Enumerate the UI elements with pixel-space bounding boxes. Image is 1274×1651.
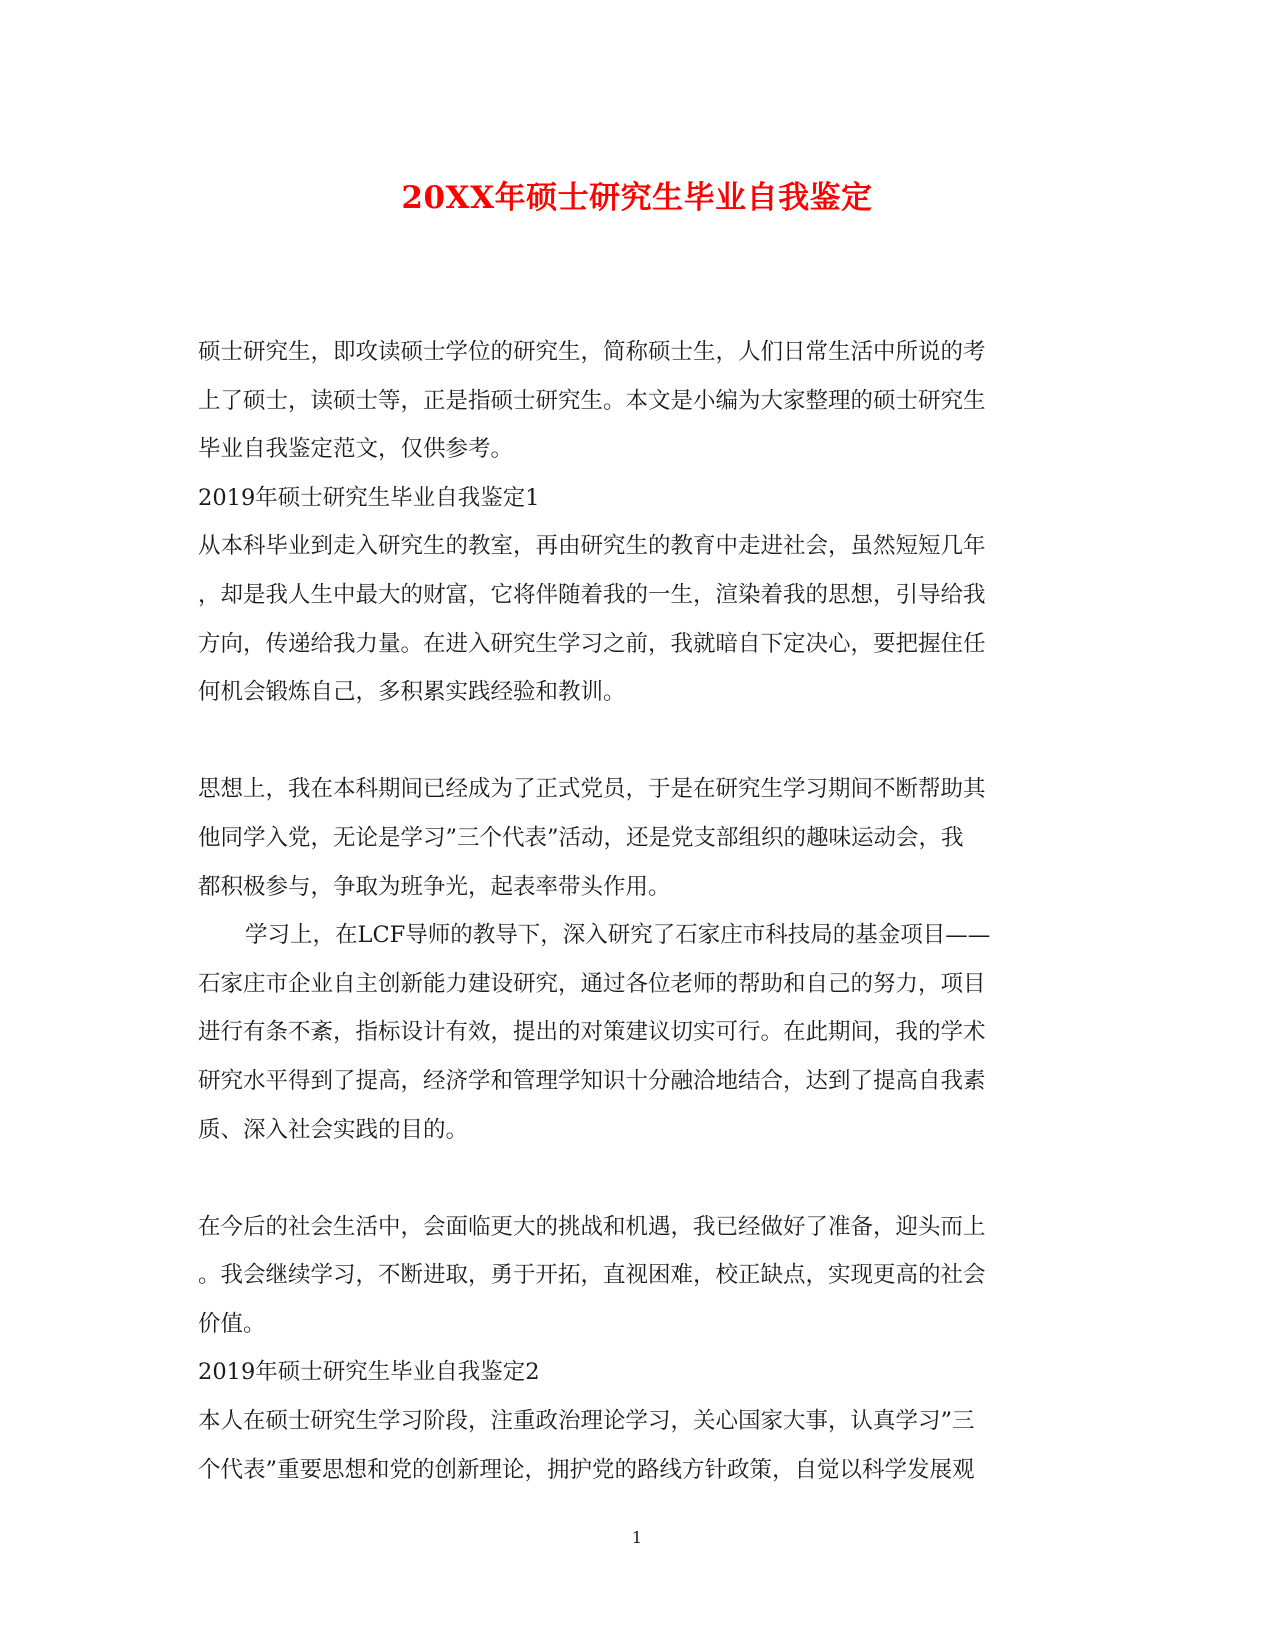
paragraph-3-line-1: 学习上，在LCF导师的教导下，深入研究了石家庄市科技局的基金项目—— [245, 922, 991, 949]
section-heading-2: 2019年硕士研究生毕业自我鉴定2 [198, 1359, 540, 1386]
paragraph-1-line-1: 从本科毕业到走入研究生的教室，再由研究生的教育中走进社会，虽然短短几年 [198, 533, 986, 560]
page-number: 1 [631, 1528, 643, 1547]
paragraph-spacer [198, 717, 1078, 766]
paragraph-5-line-2: 个代表”重要思想和党的创新理论，拥护党的路线方针政策，自觉以科学发展观 [198, 1456, 975, 1483]
paragraph-4-line-3: 价值。 [198, 1310, 266, 1337]
paragraph-3-line-2: 石家庄市企业自主创新能力建设研究，通过各位老师的帮助和自己的努力，项目 [198, 970, 986, 997]
paragraph-3-line-4: 研究水平得到了提高，经济学和管理学知识十分融洽地结合，达到了提高自我素 [198, 1067, 986, 1094]
paragraph-1-line-3: 方向，传递给我力量。在进入研究生学习之前，我就暗自下定决心，要把握住任 [198, 630, 986, 657]
document-body [198, 328, 1078, 1494]
paragraph-3-line-3: 进行有条不紊，指标设计有效，提出的对策建议切实可行。在此期间，我的学术 [198, 1019, 986, 1046]
document-title: 20XX年硕士研究生毕业自我鉴定 [401, 180, 873, 216]
paragraph-2-line-3: 都积极参与，争取为班争光，起表率带头作用。 [198, 873, 671, 900]
intro-line-1: 硕士研究生，即攻读硕士学位的研究生，简称硕士生，人们日常生活中所说的考 [198, 339, 986, 365]
paragraph-1-line-4: 何机会锻炼自己，多积累实践经验和教训。 [198, 679, 626, 706]
paragraph-2-line-2: 他同学入党，无论是学习”三个代表”活动，还是党支部组织的趣味运动会，我 [198, 824, 964, 851]
intro-line-2: 上了硕士，读硕士等，正是指硕士研究生。本文是小编为大家整理的硕士研究生 [198, 387, 986, 414]
paragraph-3-line-5: 质、深入社会实践的目的。 [198, 1116, 469, 1143]
section-heading-1: 2019年硕士研究生毕业自我鉴定1 [198, 484, 540, 511]
paragraph-spacer [198, 1154, 1078, 1203]
paragraph-2-line-1: 思想上，我在本科期间已经成为了正式党员，于是在研究生学习期间不断帮助其 [198, 776, 986, 803]
paragraph-5-line-1: 本人在硕士研究生学习阶段，注重政治理论学习，关心国家大事，认真学习”三 [198, 1408, 975, 1435]
paragraph-1-line-2: ，却是我人生中最大的财富，它将伴随着我的一生，渲染着我的思想，引导给我 [198, 581, 986, 608]
paragraph-4-line-1: 在今后的社会生活中，会面临更大的挑战和机遇，我已经做好了准备，迎头而上 [198, 1213, 986, 1240]
intro-line-3: 毕业自我鉴定范文，仅供参考。 [198, 436, 514, 463]
paragraph-4-line-2: 。我会继续学习，不断进取，勇于开拓，直视困难，校正缺点，实现更高的社会 [198, 1262, 986, 1289]
